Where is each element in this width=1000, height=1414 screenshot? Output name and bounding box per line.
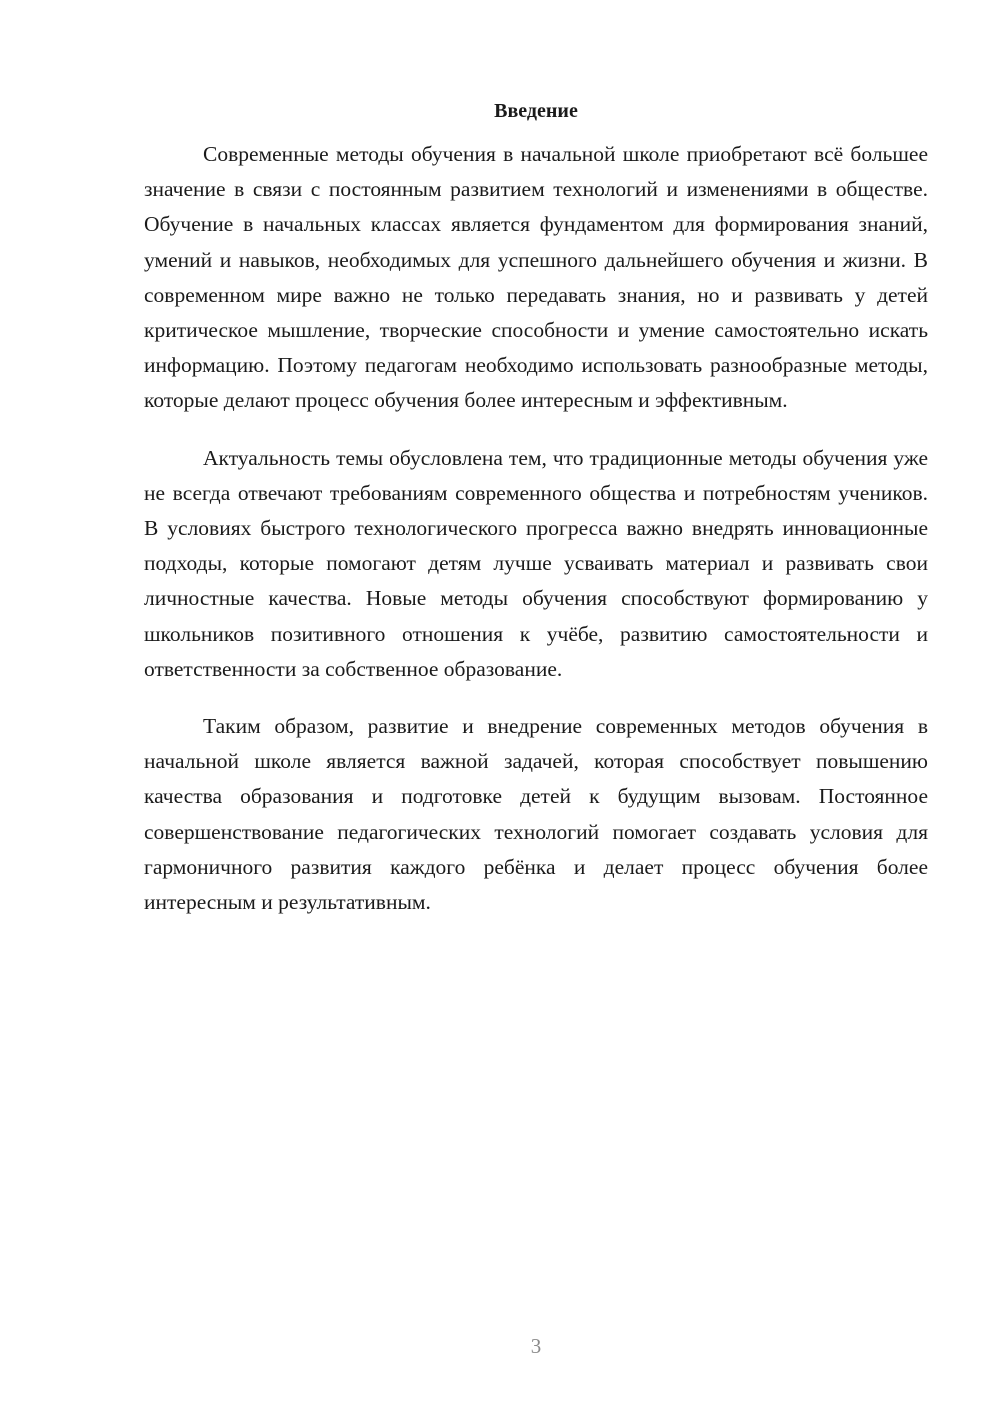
paragraph-conclusion: Таким образом, развитие и внедрение современных методов обучения в начальной школе является важной задачей, которая способствует повышению качества образования и подготовке детей к будущим вызовам. Постоянное совершенствование педагогических технологий помогает создавать условия для гармоничного развития каждого ребёнка и делает процесс обучения более интересным и результативным. <box>144 714 928 915</box>
page-number: 3 <box>530 1334 542 1358</box>
paragraph-relevance: Актуальность темы обусловлена тем, что традиционные методы обучения уже не всегда отвечают требованиям современного общества и потребностям учеников. В условиях быстрого технологического прогресса важно внедрять инновационные подходы, которые помогают детям лучше усваивать материал и развивать свои личностные качества. Новые методы обучения способствуют формированию у школьников позитивного отношения к учёбе, развитию самостоятельности и ответственности за собственное образование. <box>144 445 928 681</box>
page-content <box>144 95 928 942</box>
paragraph-intro: Современные методы обучения в начальной школе приобретают всё большее значение в связи с постоянным развитием технологий и изменениями в обществе. Обучение в начальных классах является фундаментом для формирования знаний, умений и навыков, необходимых для успешного дальнейшего обучения и жизни. В современном мире важно не только передавать знания, но и развивать у детей критическое мышление, творческие способности и умение самостоятельно искать информацию. Поэтому педагогам необходимо использовать разнообразные методы, которые делают процесс обучения более интересным и эффективным. <box>144 142 928 413</box>
section-title: Введение <box>494 100 578 122</box>
